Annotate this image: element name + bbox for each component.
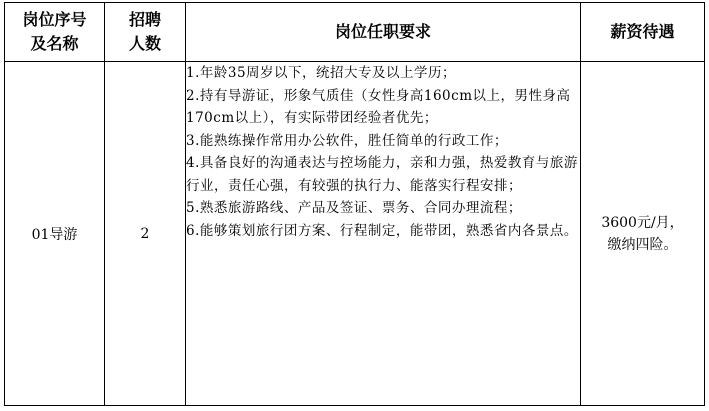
table-row: [5, 62, 705, 406]
requirement-item: 3.能熟练操作常用办公软件，胜任简单的行政工作；: [186, 132, 508, 149]
header-row: [5, 3, 705, 62]
requirement-item: 1.年龄35周岁以下，统招大专及以上学历；: [186, 65, 457, 81]
requirement-item: 5.熟悉旅游路线、产品及签证、票务、合同办理流程；: [186, 200, 522, 216]
header-count-line-1: 招聘: [128, 10, 161, 29]
header-position-line-1: 岗位序号: [22, 10, 87, 29]
header-position: [5, 3, 105, 62]
header-salary-label: 薪资待遇: [610, 22, 675, 41]
salary-cell: [581, 62, 705, 406]
header-requirements-label: 岗位任职要求: [334, 22, 431, 41]
header-position-line-2: 及名称: [30, 34, 79, 53]
count-cell: 2: [105, 62, 186, 406]
requirement-item: 2.持有导游证，形象气质佳（女性身高160cm以上，男性身高170cm以上），有实际带团经验者优先；: [186, 87, 571, 126]
header-count: [105, 3, 186, 62]
header-requirements: [186, 3, 581, 62]
salary-insurance: 缴纳四险。: [607, 236, 678, 253]
job-requirements-table: [4, 2, 705, 406]
header-count-line-2: 人数: [128, 34, 161, 53]
requirement-item: 6.能够策划旅行团方案、行程制定，能带团，熟悉省内各景点。: [186, 222, 578, 239]
salary-amount: 3600元/月，: [601, 214, 684, 231]
position-cell: 01导游: [5, 62, 105, 406]
requirements-cell: [186, 62, 581, 406]
header-salary: [581, 3, 705, 62]
requirement-item: 4.具备良好的沟通表达与控场能力，亲和力强，热爱教育与旅游行业，责任心强，有较强的执行力、能落实行程安排；: [186, 155, 578, 194]
